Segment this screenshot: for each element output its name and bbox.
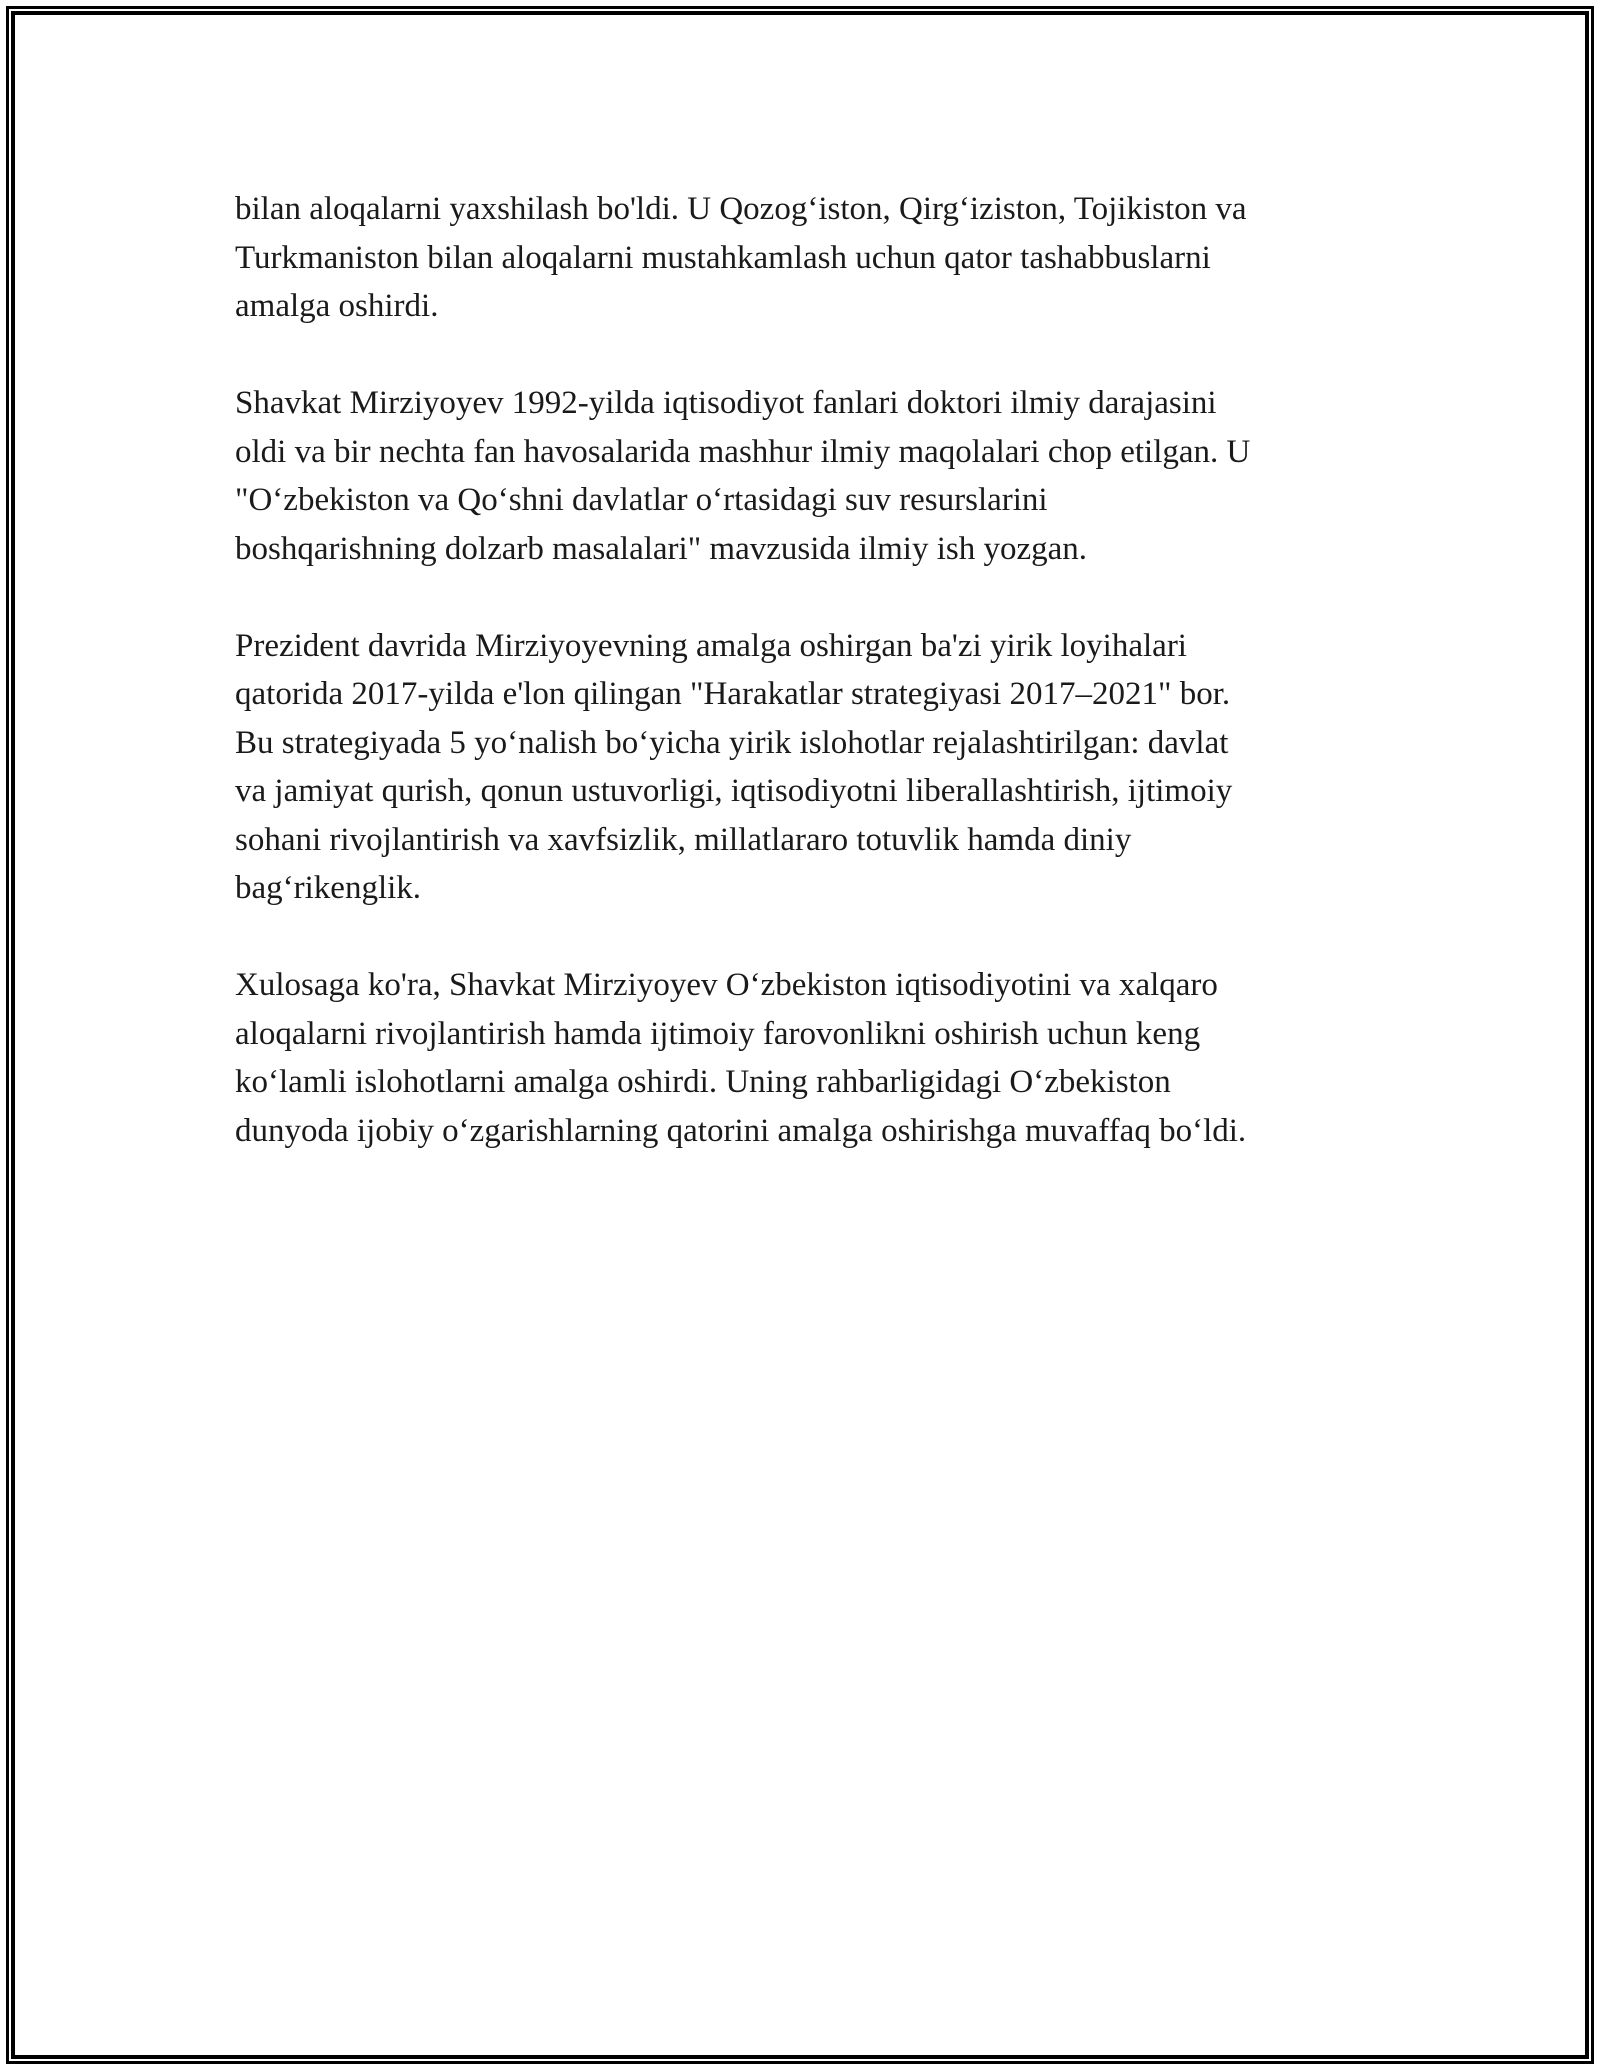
paragraph-1 — [235, 185, 1375, 331]
paragraph-line: Shavkat Mirziyoyev 1992-yilda iqtisodiyot fanlari doktori ilmiy darajasini — [235, 385, 1217, 421]
document-body — [235, 185, 1375, 1204]
paragraph-2 — [235, 379, 1375, 573]
paragraph-line: bilan aloqalarni yaxshilash bo'ldi. U Qozog‘iston, Qirg‘iziston, Tojikiston va — [235, 191, 1247, 227]
paragraph-line: oldi va bir nechta fan havosalarida mashhur ilmiy maqolalari chop etilgan. U — [235, 433, 1251, 470]
paragraph-line: dunyoda ijobiy o‘zgarishlarning qatorini amalga oshirishga muvaffaq bo‘ldi. — [235, 1112, 1247, 1149]
paragraph-line: Turkmaniston bilan aloqalarni mustahkamlash uchun qator tashabbuslarni — [235, 239, 1211, 276]
paragraph-line: "O‘zbekiston va Qo‘shni davlatlar o‘rtasidagi suv resurslarini — [235, 482, 1048, 518]
paragraph-line: Bu strategiyada 5 yo‘nalish bo‘yicha yirik islohotlar rejalashtirilgan: davlat — [235, 724, 1229, 761]
paragraph-line: boshqarishning dolzarb masalalari" mavzusida ilmiy ish yozgan. — [235, 530, 1088, 567]
paragraph-line: amalga oshirdi. — [235, 288, 439, 324]
paragraph-line: va jamiyat qurish, qonun ustuvorligi, iqtisodiyotni liberallashtirish, ijtimoiy — [235, 773, 1233, 809]
paragraph-line: bag‘rikenglik. — [235, 870, 422, 906]
paragraph-line: aloqalarni rivojlantirish hamda ijtimoiy farovonlikni oshirish uchun keng — [235, 1015, 1201, 1052]
paragraph-line: sohani rivojlantirish va xavfsizlik, millatlararo totuvlik hamda diniy — [235, 821, 1132, 858]
paragraph-3 — [235, 622, 1375, 913]
paragraph-line: ko‘lamli islohotlarni amalga oshirdi. Uning rahbarligidagi O‘zbekiston — [235, 1064, 1171, 1100]
paragraph-line: Xulosaga ko'ra, Shavkat Mirziyoyev O‘zbekiston iqtisodiyotini va xalqaro — [235, 967, 1218, 1003]
paragraph-4 — [235, 961, 1375, 1155]
paragraph-line: Prezident davrida Mirziyoyevning amalga oshirgan ba'zi yirik loyihalari — [235, 627, 1187, 664]
paragraph-line: qatorida 2017-yilda e'lon qilingan "Harakatlar strategiyasi 2017–2021" bor. — [235, 676, 1231, 712]
